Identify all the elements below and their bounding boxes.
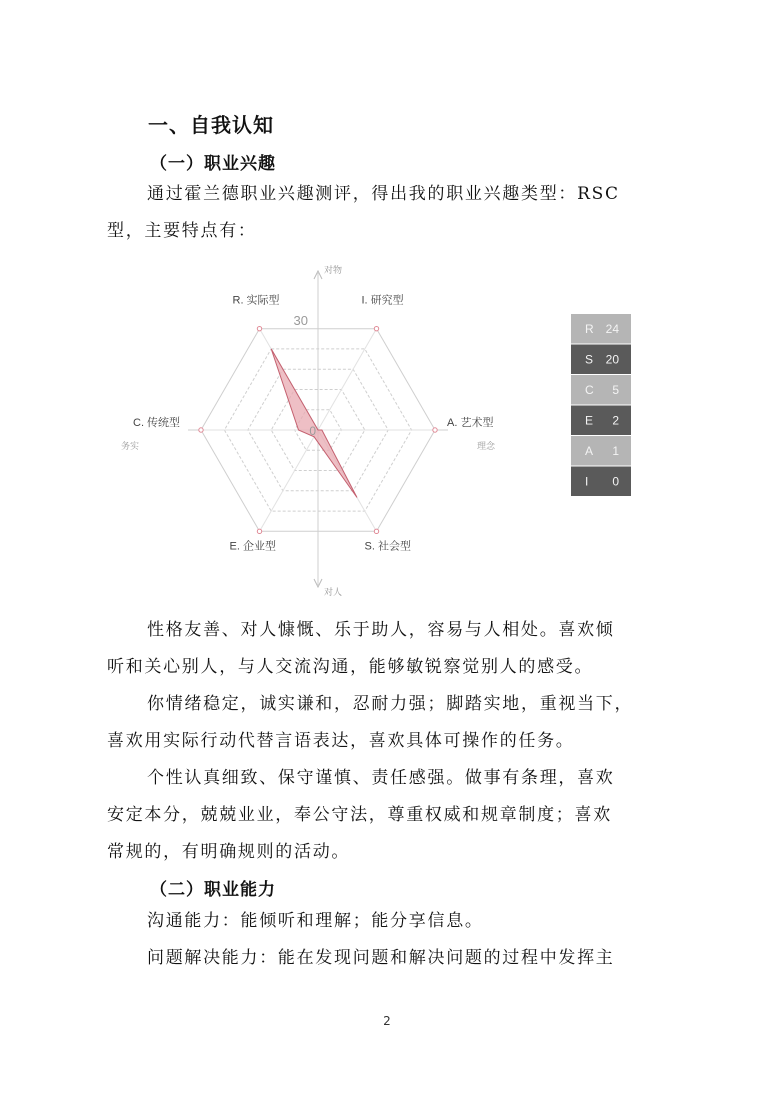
paragraph-3 bbox=[107, 760, 667, 871]
p3-line-2: 安定本分，兢兢业业，奉公守法，尊重权威和规章制度；喜欢 bbox=[107, 805, 612, 825]
legend-value-A: 1 bbox=[612, 444, 619, 458]
legend-value-I: 0 bbox=[612, 474, 619, 489]
legend-box-A bbox=[571, 436, 631, 466]
paragraph-2 bbox=[107, 686, 667, 760]
legend-box-R bbox=[571, 314, 631, 344]
ability-paragraph-1 bbox=[107, 903, 667, 940]
axis-label-I: I. 研究型 bbox=[361, 294, 404, 307]
direction-label-left: 务实 bbox=[121, 441, 140, 451]
legend-value-E: 2 bbox=[612, 413, 619, 428]
vertex-dot-S bbox=[374, 529, 378, 533]
legend-code-C: C bbox=[585, 383, 594, 397]
p3-line-3: 常规的，有明确规则的活动。 bbox=[107, 842, 351, 862]
axis-label-E: E. 企业型 bbox=[229, 540, 276, 553]
subsection-title-interest: （一）职业兴趣 bbox=[150, 154, 276, 174]
direction-label-bottom: 对人 bbox=[324, 587, 343, 597]
intro-line-2: 型，主要特点有： bbox=[107, 221, 257, 241]
legend-code-A: A bbox=[585, 444, 594, 458]
intro-line-1: 通过霍兰德职业兴趣测评，得出我的职业兴趣类型：RSC bbox=[147, 184, 620, 204]
direction-label-right: 理念 bbox=[477, 441, 496, 451]
vertex-dot-R bbox=[257, 326, 261, 330]
legend-code-I: I bbox=[585, 474, 589, 489]
legend-value-R: 24 bbox=[605, 322, 619, 336]
vertex-dot-A bbox=[433, 428, 437, 432]
spoke-I bbox=[318, 329, 377, 430]
legend-box-I bbox=[571, 467, 631, 497]
axis-label-R: R. 实际型 bbox=[232, 294, 280, 307]
legend-box-S bbox=[571, 345, 631, 375]
page-number: 2 bbox=[383, 1014, 391, 1028]
axis-label-C: C. 传统型 bbox=[133, 417, 181, 429]
scale-max-label: 30 bbox=[293, 313, 308, 329]
p1-line-1: 性格友善、对人慷慨、乐于助人，容易与人相处。喜欢倾 bbox=[147, 620, 615, 640]
radar-svg bbox=[100, 255, 660, 600]
ability-paragraph-2 bbox=[107, 940, 667, 977]
ability-line-1: 沟通能力：能倾听和理解；能分享信息。 bbox=[147, 911, 484, 931]
intro-paragraph bbox=[107, 176, 667, 250]
vertex-dot-E bbox=[257, 529, 261, 533]
p1-line-2: 听和关心别人，与人交流沟通，能够敏锐察觉别人的感受。 bbox=[107, 657, 594, 677]
p3-line-1: 个性认真细致、保守谨慎、责任感强。做事有条理，喜欢 bbox=[147, 768, 615, 788]
ability-line-2: 问题解决能力：能在发现问题和解决问题的过程中发挥主 bbox=[147, 948, 615, 968]
scale-min-label: 0 bbox=[309, 424, 316, 438]
legend-value-C: 5 bbox=[612, 383, 619, 397]
holland-radar-chart bbox=[100, 255, 660, 600]
legend-box-C bbox=[571, 375, 631, 405]
legend-box-E bbox=[571, 406, 631, 436]
vertex-dot-C bbox=[199, 428, 203, 432]
legend-code-R: R bbox=[585, 322, 594, 336]
subsection-title-ability: （二）职业能力 bbox=[150, 880, 276, 900]
legend-value-S: 20 bbox=[605, 352, 619, 367]
paragraph-1 bbox=[107, 612, 667, 686]
p2-line-1: 你情绪稳定，诚实谦和，忍耐力强；脚踏实地，重视当下， bbox=[147, 694, 634, 714]
section-heading: 一、自我认知 bbox=[148, 113, 274, 137]
legend-code-E: E bbox=[585, 413, 594, 428]
p2-line-2: 喜欢用实际行动代替言语表达，喜欢具体可操作的任务。 bbox=[107, 731, 575, 751]
legend-code-S: S bbox=[585, 352, 594, 367]
vertex-dot-I bbox=[374, 326, 378, 330]
axis-label-A: A. 艺术型 bbox=[447, 417, 494, 429]
axis-label-S: S. 社会型 bbox=[364, 540, 411, 553]
direction-label-top: 对物 bbox=[324, 265, 343, 275]
spoke-E bbox=[260, 430, 319, 531]
